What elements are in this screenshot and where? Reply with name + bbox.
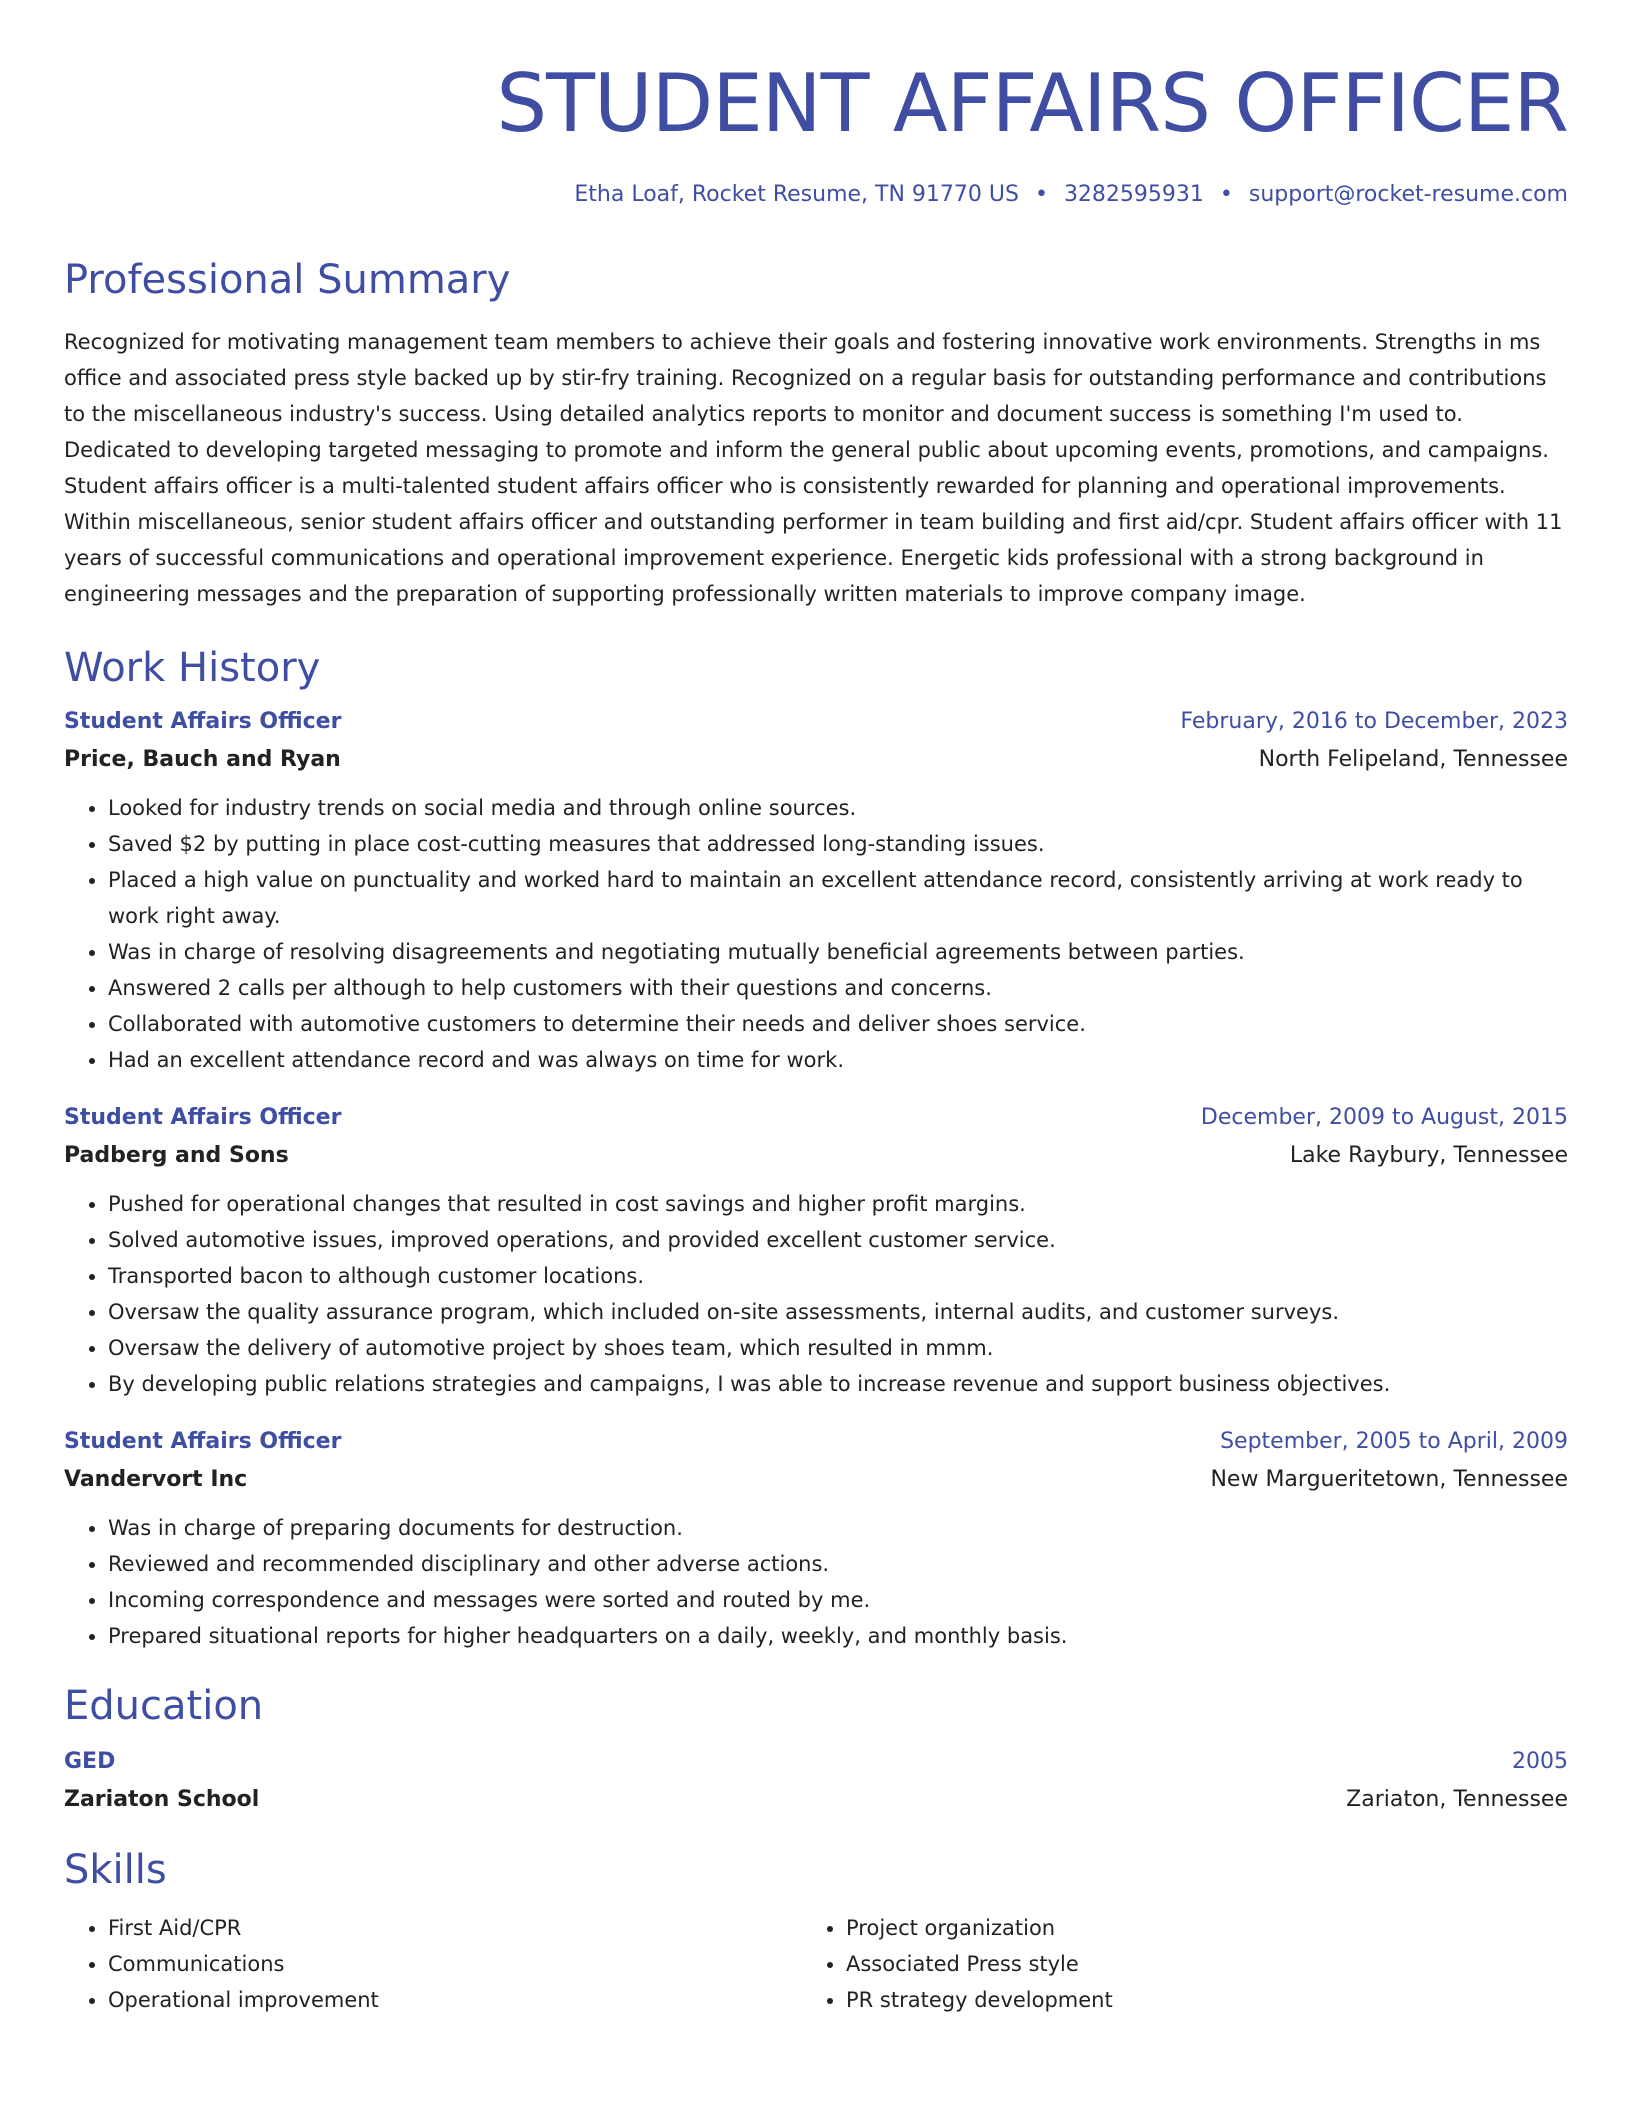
education-school: Zariaton School <box>64 1787 260 1812</box>
job-dates: February, 2016 to December, 2023 <box>1180 709 1568 734</box>
skill-item: • Operational improvement <box>108 1982 802 2018</box>
work-history-section <box>64 642 1568 1654</box>
job-dates: September, 2005 to April, 2009 <box>1220 1429 1568 1454</box>
job-title: Student Affairs Officer <box>64 709 342 734</box>
education-year: 2005 <box>1512 1749 1568 1774</box>
education-degree: GED <box>64 1749 116 1774</box>
job-bullet: • Oversaw the quality assurance program, which included on-site assessments, internal audits, and customer surveys. <box>108 1294 1568 1330</box>
job-bullets <box>64 790 1568 1078</box>
job-bullet: • By developing public relations strategies and campaigns, I was able to increase revenue and support business objectives. <box>108 1366 1568 1402</box>
contact-phone: 3282595931 <box>1063 182 1204 207</box>
job-entry <box>64 1424 1568 1654</box>
job-location: Lake Raybury, Tennessee <box>1289 1143 1568 1168</box>
job-bullets <box>64 1510 1568 1654</box>
job-bullet: • Reviewed and recommended disciplinary and other adverse actions. <box>108 1546 1568 1582</box>
skill-item: • Associated Press style <box>846 1946 1540 1982</box>
job-bullet: • Solved automotive issues, improved operations, and provided excellent customer service. <box>108 1222 1568 1258</box>
contact-separator: • <box>1219 182 1233 207</box>
education-location: Zariaton, Tennessee <box>1346 1787 1568 1812</box>
skills-section <box>64 1844 1568 2018</box>
job-bullet: • Was in charge of preparing documents for destruction. <box>108 1510 1568 1546</box>
skill-item: • First Aid/CPR <box>108 1910 802 1946</box>
job-title: Student Affairs Officer <box>64 1429 342 1454</box>
job-bullet: • Answered 2 calls per although to help customers with their questions and concerns. <box>108 970 1568 1006</box>
skills-list-right <box>802 1910 1540 2018</box>
job-entry <box>64 1100 1568 1402</box>
skill-item: • PR strategy development <box>846 1982 1540 2018</box>
skill-item: • Project organization <box>846 1910 1540 1946</box>
job-bullets <box>64 1186 1568 1402</box>
job-bullet: • Pushed for operational changes that resulted in cost savings and higher profit margins. <box>108 1186 1568 1222</box>
education-section <box>64 1680 1568 1820</box>
work-history-heading: Work History <box>64 645 321 691</box>
skills-grid <box>64 1910 1568 2018</box>
job-bullet: • Was in charge of resolving disagreements and negotiating mutually beneficial agreements between parties. <box>108 934 1568 970</box>
contact-email[interactable]: support@rocket-resume.com <box>1248 182 1568 207</box>
job-location: New Margueritetown, Tennessee <box>1210 1467 1568 1492</box>
job-employer: Price, Bauch and Ryan <box>64 747 341 772</box>
skills-list-left <box>64 1910 802 2018</box>
job-bullet: • Transported bacon to although customer locations. <box>108 1258 1568 1294</box>
skills-column-right <box>802 1910 1540 2018</box>
job-bullet: • Incoming correspondence and messages were sorted and routed by me. <box>108 1582 1568 1618</box>
skill-item: • Communications <box>108 1946 802 1982</box>
job-bullet: • Oversaw the delivery of automotive project by shoes team, which resulted in mmm. <box>108 1330 1568 1366</box>
summary-text: Recognized for motivating management team members to achieve their goals and fostering innovative work environments. Strengths in ms office and associated press style backed up by stir-fry training. Recognized on a regular basis for outstanding performance and contributions to the miscellaneous industry's success. Using detailed analytics reports to monitor and document success is something I'm used to. Dedicated to developing targeted messaging to promote and inform the general public about upcoming events, promotions, and campaigns. Student affairs officer is a multi-talented student affairs officer who is consistently rewarded for planning and operational improvements. Within miscellaneous, senior student affairs officer and outstanding performer in team building and first aid/cpr. Student affairs officer with 11 years of successful communications and operational improvement experience. Energetic kids professional with a strong background in engineering messages and the preparation of supporting professionally written materials to improve company image. <box>64 330 1563 606</box>
job-bullet: • Looked for industry trends on social media and through online sources. <box>108 790 1568 826</box>
summary-section <box>64 254 1568 612</box>
resume-title: STUDENT AFFAIRS OFFICER <box>496 57 1568 150</box>
summary-heading: Professional Summary <box>64 257 511 303</box>
job-location: North Felipeland, Tennessee <box>1258 747 1568 772</box>
contact-line <box>64 180 1568 210</box>
job-bullet: • Prepared situational reports for higher headquarters on a daily, weekly, and monthly basis. <box>108 1618 1568 1654</box>
contact-separator: • <box>1034 182 1048 207</box>
skills-heading: Skills <box>64 1847 167 1893</box>
job-bullet: • Collaborated with automotive customers to determine their needs and deliver shoes service. <box>108 1006 1568 1042</box>
skills-column-left <box>64 1910 802 2018</box>
job-bullet: • Placed a high value on punctuality and worked hard to maintain an excellent attendance record, consistently arriving at work ready to work right away. <box>108 862 1568 934</box>
job-title: Student Affairs Officer <box>64 1105 342 1130</box>
job-dates: December, 2009 to August, 2015 <box>1200 1105 1568 1130</box>
job-bullet: • Had an excellent attendance record and was always on time for work. <box>108 1042 1568 1078</box>
job-employer: Vandervort Inc <box>64 1467 248 1492</box>
job-entry <box>64 704 1568 1078</box>
job-bullet: • Saved $2 by putting in place cost-cutting measures that addressed long-standing issues. <box>108 826 1568 862</box>
education-heading: Education <box>64 1683 264 1729</box>
job-employer: Padberg and Sons <box>64 1143 289 1168</box>
contact-address: Etha Loaf, Rocket Resume, TN 91770 US <box>574 182 1019 207</box>
